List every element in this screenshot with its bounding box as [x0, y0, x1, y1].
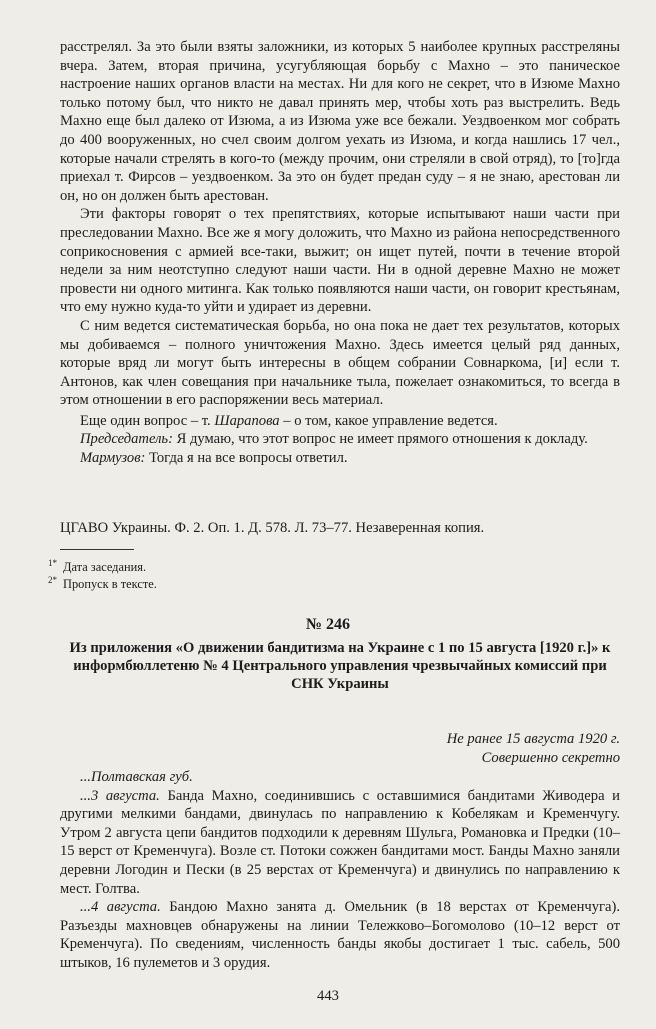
paragraph-4: Еще один вопрос – т. Шарапова – о том, какое управление ведется. [80, 412, 498, 429]
entry-aug-4: ...4 августа. Бандою Махно занята д. Омельник (в 18 верстах от Кременчуга). Разъезды махновцев обнаружены на линии Тележково–Богомолово (10–12 верст от Кременчуга). По сведениям, численность банды якобы достигает 1 тыс. сабель, 500 штыков, 16 пулеметов и 3 орудия. [60, 899, 620, 971]
footnote-divider [60, 549, 134, 550]
footnote-2: $^{2*}$ Пропуск в тексте. [48, 575, 157, 592]
paragraph-6: Мармузов: Тогда я на все вопросы ответил. [80, 450, 348, 467]
speaker-label: Председатель: [80, 431, 173, 448]
speaker-label: Мармузов: [80, 450, 146, 467]
archive-source: ЦГАВО Украины. Ф. 2. Оп. 1. Д. 578. Л. 73–77. Незаверенная копия. [60, 520, 485, 536]
report-text [60, 768, 620, 973]
document-number: № 246 [305, 616, 351, 633]
paragraph-3: С ним ведется систематическая борьба, но она пока не дает тех результатов, которых мы добиваемся – полного уничтожения Махно. Здесь имеется целый ряд данных, которые вряд ли могут быть интересны в общем собрании Совнаркома, [и] если т. Антонов, как член совещания при начальнике тыла, пожелает ознакомиться, то всегда в этом отношении в его распоряжении весь материал. [60, 317, 620, 409]
document-date: Не ранее 15 августа 1920 г. [446, 731, 620, 747]
region-heading: ...Полтавская губ. [80, 769, 193, 785]
page-number: 443 [317, 988, 339, 1004]
paragraph-1: расстрелял. За это были взяты заложники, из которых 5 наиболее крупных расстреляны вчера. Затем, вторая причина, усугубляющая борьбу с Махно – это паническое настроение наших органов власти на местах. Ни для кого не секрет, что в Изюме Махно только потому был, что никто не давал принять мер, чтобы хоть раз выстрелить. Ведь Махно еще был далеко от Изюма, а из Изюма уже все бежали. Уездвоенком мог собрать до 400 вооруженных, но счел своим долгом уехать из Изюма, и когда нашлись 17 чел., которые начали стрелять в кого-то (между прочим, они стреляли в свой отряд), то [то]гда приехал т. Фирсов – уездвоенком. За это он будет предан суду – я не знаю, арестован ли он, но он должен быть арестован. [60, 39, 620, 204]
paragraph-2: Эти факторы говорят о тех препятствиях, которые испытывают наши части при преследовании Махно. Все же я могу доложить, что Махно из района непосредственного соприкосновения с армией все-таки, выжит; он ищет путей, почти в течение второй недели за ним неотступно следуют наши части. Ни в одной деревне Махно не может провести ни одного митинга. Как только появляются наши части, он говорит крестьянам, что ему нужно куда-то уйти и удирает из деревни. [60, 206, 620, 316]
entry-date: ...3 августа. [80, 787, 160, 804]
paragraph-5: Председатель: Я думаю, что этот вопрос не имеет прямого отношения к докладу. [80, 431, 588, 448]
person-name: Шарапова [214, 412, 280, 429]
entry-date: ...4 августа. [80, 899, 161, 916]
entry-aug-3: ...3 августа. Банда Махно, соединившись с оставшимися бандитами Живодера и другими мелкими бандами, двинулась по направлению к Кобелякам и Кременчугу. Утром 2 августа цепи бандитов подходили к деревням Шульга, Романовка и Предки (10–15 верст от Кременчуга). Возле ст. Потоки сожжен бандитами мост. Банды Махно заняли деревни Логодин и Пески (в 25 верстах от Кременчуга) и двинулись по направлению к мест. Голтва. [60, 787, 620, 897]
footnote-1: $^{1*}$ Дата заседания. [48, 558, 147, 575]
main-text [60, 38, 620, 468]
secrecy-label: Совершенно секретно [481, 750, 620, 766]
document-title: Из приложения «О движении бандитизма на Украине с 1 по 15 августа [1920 г.]» к информбюллетеню № 4 Центрального управления чрезвычайных комиссий при СНК Украины [69, 640, 611, 692]
